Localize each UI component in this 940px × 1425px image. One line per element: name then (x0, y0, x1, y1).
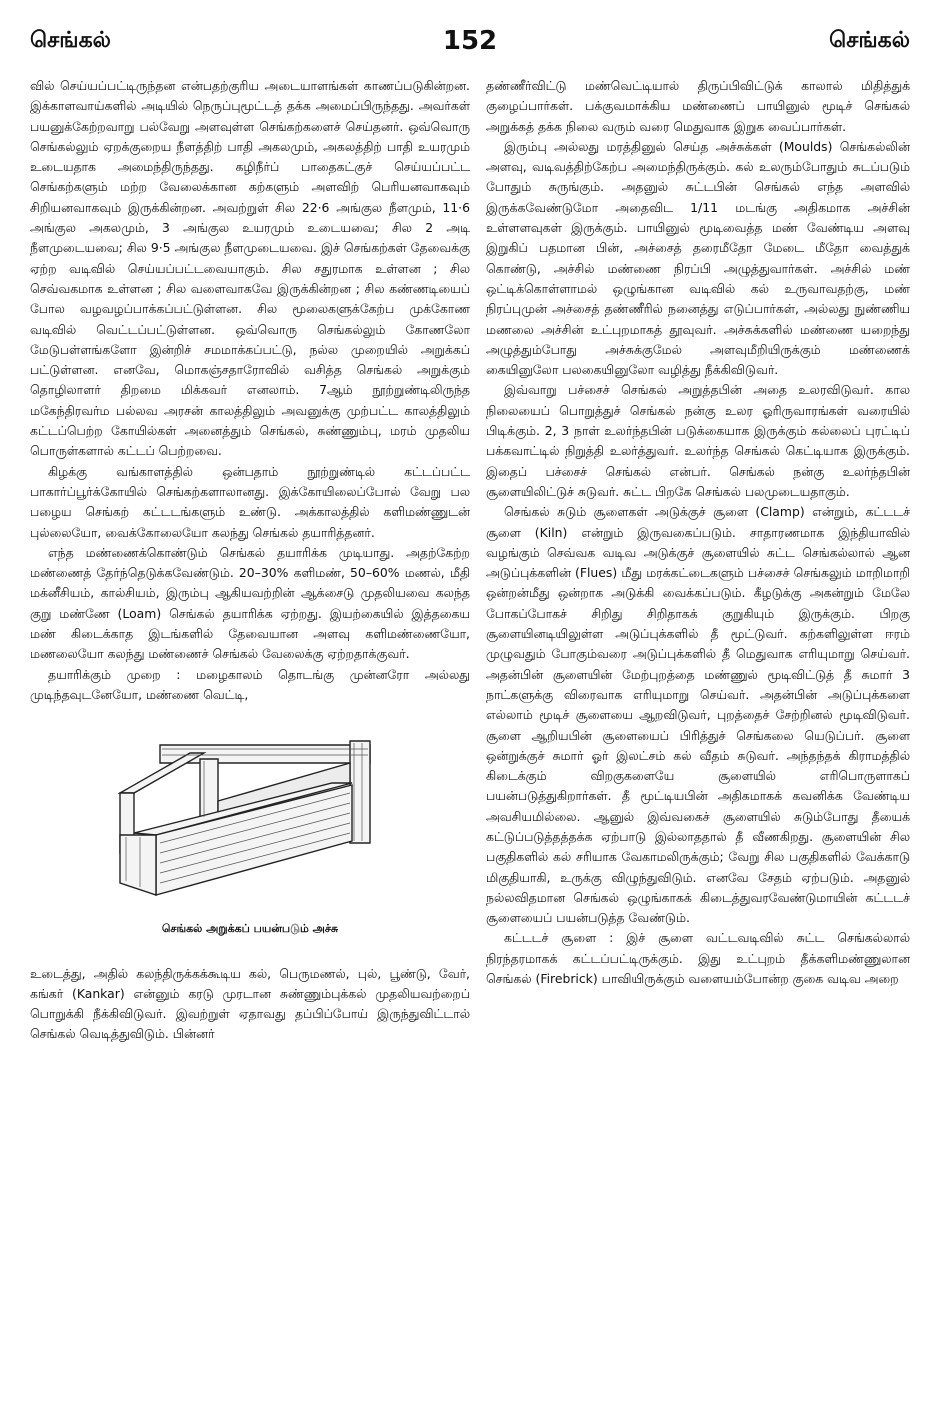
paragraph: தண்ணீர்விட்டு மண்வெட்டியால் திருப்பிவிட்டுக் காலால் மிதித்துக் குழைப்பார்கள். பக்குவமாக்கிய மண்ணைப் பாயினுல் மூடிச் செங்கல் அறுக்கத் தக்க நிலை வரும் வரை மெதுவாக இறுக வைப்பார்கள். (486, 78, 910, 134)
page-header (30, 28, 910, 64)
page-number: 152 (442, 26, 498, 56)
paragraph: தயாரிக்கும் முறை : மழைகாலம் தொடங்கு முன்னரோ அல்லது முடிந்தவுடனேயோ, மண்ணை வெட்டி, (30, 666, 470, 702)
figure-caption: செங்கல் அறுக்கப் பயன்படும் அச்சு (161, 922, 339, 936)
left-column (30, 76, 470, 1045)
running-head-right: செங்கல் (829, 28, 910, 53)
paragraph: வில் செய்யப்பட்டிருந்தன என்பதற்குரிய அடையாளங்கள் காணப்படுகின்றன. இக்காளவாய்களில் அடியில் நெருப்புமூட்டத் தக்க அமைப்பிருந்தது. அவர்கள் பயனுக்கேற்றவாறு பல்வேறு அளவுள்ள செங்கற்களைச் செய்தனர். ஒவ்வொரு செங்கல்லும் ஏறக்குறைய நீளத்திற் பாதி அகலமும், அகலத்திற் பாதி உயரமும் உடையதாக அமைந்திருந்தது. கழிநீர்ப் பாதைகட்குச் செய்யப்பட்ட செங்கற்களும் மற்ற வேலைக்கான கற்களும் அளவிற் பெரியனவாகவும் சிறியனவாகவும் இருக்கின்றன. அவற்றுள் சில 22·6 அங்குல நீளமும், 11·6 அங்குல அகலமும், 3 அங்குல உயரமும் உடையவை; சில 2 அடி நீளமுடையவை; சில 9·5 அங்குல நீளமுடையவை. இச் செங்கற்கள் தேவைக்கு ஏற்ற வடிவில் செய்யப்பட்டவையாகும். சில சதுரமாக உள்ளன ; சில செவ்வகமாக உள்ளன ; சில வளைவாகவே இருக்கின்றன ; சில கண்ணடியைப் போல வழவழப்பாக்கப்பட்டுள்ளன. சில மூலைகளுக்கேற்ப முக்கோண வடிவில் வெட்டப்பட்டுள்ளன. ஒவ்வொரு செங்கல்லும் கோணலோ மேடுபள்ளங்களோ இன்றிச் சமமாக்கப்பட்டு, நல்ல முறையில் அறுக்கப் பட்டுள்ளன. எனவே, மொகஞ்சதாரோவில் வசித்த செங்கல் அறுக்கும் தொழிலாளர் திறமை மிக்கவர் எனலாம். 7ஆம் நூற்றுண்டிலிருந்த மகேந்திரவர்ம பல்லவ அரசன் காலத்திலும் அவனுக்கு முற்பட்ட காலத்திலும் கட்டப்பெற்ற கோயில்கள் அனைத்தும் செங்கல், சுண்ணும்பு, மரம் முதலிய பொருள்களால் கட்டப் பெற்றவை. (30, 78, 470, 459)
paragraph: உடைத்து, அதில் கலந்திருக்கக்கூடிய கல், பெருமணல், புல், பூண்டு, வேர், கங்கர் (Kankar) என்னும் கரடு முரடான சுண்ணும்புக்கல் முதலியவற்றைப் பொறுக்கி நீக்கிவிடுவர். இவற்றுள் ஏதாவது தப்பிப்போய் இருந்துவிட்டால் செங்கல் வெடித்துவிடும். பின்னர் (30, 965, 470, 1042)
paragraph: கிழக்கு வங்காளத்தில் ஒன்பதாம் நூற்றுண்டில் கட்டப்பட்ட பாகார்ப்பூர்க்கோயில் செங்கற்களாலானது. இக்கோயிலைப்போல் வேறு பல பழைய செங்கற் கட்டடங்களும் உண்டு. அக்காலத்தில் களிமண்ணுடன் புல்லையோ, வைக்கோலையோ கலந்து செங்கல் தயாரித்தனர். (30, 463, 470, 540)
running-head-left: செங்கல் (30, 28, 111, 53)
paragraph: செங்கல் சுடும் சூளைகள் அடுக்குச் சூளை (Clamp) என்றும், கட்டடச் சூளை (Kiln) என்றும் இருவகைப்படும். சாதாரணமாக இந்தியாவில் வழங்கும் செவ்வக வடிவ அடுக்குச் சூளையில் சுட்ட செங்கல்லால் ஆன அடுப்புக்களின் (Flues) மீது மரக்கட்டைகளும் பச்சைச் செங்கலும் மாறிமாறி ஒன்றன்மீது ஒன்றாக அடுக்கி வைக்கப்படும். கீழடுக்கு அகன்றும் மேலே போகப்போகச் சிறிது சிறிதாகக் குறுகியும் இருக்கும். பிறகு சூளையினடியிலுள்ள அடுப்புக்களில் தீ மூட்டுவர். கற்களிலுள்ள ஈரம் முழுவதும் போகும்வரை அடுப்புக்களில் தீ மெதுவாக எரியுமாறு செய்வர். அதன்பின் சூளையின் மேற்புறத்தை மண்ணுல் மூடிவிட்டுத் தீ சுமார் 3 நாட்களுக்கு விரைவாக எரியுமாறு செய்வர். அதன்பின் அடுப்புக்களை எல்லாம் மூடிச் சூளையை ஆறவிடுவர், புறத்தைச் சேற்றினல் மூடிவிடுவர். சூளை ஆறியபின் சூளையைப் பிரித்துச் செங்கலை யெடுப்பர். சூளை ஒன்றுக்குச் சுமார் ஓர் இலட்சம் கல் வீதம் சுடுவர். அந்தந்தக் கிராமத்தில் கிடைக்கும் விறகுகளையே சூளையில் எரிபொருளாகப் பயன்படுத்துகிறார்கள். தீ மூட்டியபின் அதிகமாகக் கவனிக்க வேண்டிய அவசியமில்லை. ஆனுல் இவ்வகைச் சூளையில் சுடும்போது தீயைக் கட்டுப்படுத்தத்தக்க ஏற்பாடு இல்லாததால் தீ வீணகிறது. சூளையின் சில பகுதிகளில் கல் சரியாக வேகாமலிருக்கும்; வேறு சில பகுதிகளில் வேக்காடு மிகுதியாகி, உருக்கு விழுந்துவிடும். எனவே சேதம் ஏற்படும். அதனுல் நல்லவிதமான செங்கல் ஒழுங்காகக் கிடைத்துவரவேண்டுமாயின் கட்டடச் சூளையைப் பயன்படுத்த வேண்டும். (486, 504, 910, 926)
paragraph: இவ்வாறு பச்சைச் செங்கல் அறுத்தபின் அதை உலரவிடுவர். கால நிலையைப் பொறுத்துச் செங்கல் நன்கு உலர ஓரிருவாரங்கள் வரையில் பிடிக்கும். 2, 3 நாள் உலர்ந்தபின் படுக்கையாக இருக்கும் கல்லைப் புரட்டிப் பக்கவாட்டில் நிறுத்தி உலர்த்துவர். உலர்ந்த செங்கல் கெட்டியாக இருக்கும். இதைப் பச்சைச் செங்கல் என்பர். செங்கல் நன்கு உலர்ந்தபின் சூளையிலிட்டுச் சுடுவர். சுட்ட பிறகே செங்கல் பலமுடையதாகும். (486, 382, 910, 499)
right-column (486, 76, 910, 989)
paragraph: கட்டடச் சூளை : இச் சூளை வட்டவடிவில் சுட்ட செங்கல்லால் நிரந்தரமாகக் கட்டப்பட்டிருக்கும். இது உட்புறம் தீக்களிமண்ணுலான செங்கல் (Firebrick) பாவியிருக்கும் வளையம்போன்ற குகை வடிவ அறை (486, 930, 910, 987)
paragraph: இரும்பு அல்லது மரத்தினுல் செய்த அச்சுக்கள் (Moulds) செங்கல்லின் அளவு, வடிவத்திற்கேற்ப அமைந்திருக்கும். கல் உலரும்போதும் சுடப்படும் போதும் சுருங்கும். அதனுல் சுட்டபின் செங்கல் எந்த அளவில் இருக்கவேண்டுமோ அதைவிட 1/11 மடங்கு அதிகமாக அச்சின் உள்ளளவுகள் இருக்கும். பாயினுல் மூடிவைத்த மண் வேண்டிய அளவு இறுகிப் பதமான பின், அச்சைத் தரைமீதோ மேடை மீதோ வைத்துக் கொண்டு, அச்சில் மண்ணை நிரப்பி அழுத்துவார்கள். அச்சில் மண் ஒட்டிக்கொள்ளாமல் ஒழுங்கான வடிவில் கல் உருவாவதற்கு, மண் நிரப்புமுன் அச்சைத் தண்ணீரில் நனைத்து எடுப்பார்கள், அல்லது நுண்ணிய மணலை அச்சின் உட்புறமாகத் தூவுவர். அச்சுக்களில் மண்ணை யறைந்து அழுத்தும்போது அச்சுக்குமேல் அளவுமீறியிருக்கும் மண்ணைக் கையினுலோ பலகையினுலோ வழித்து நீக்கிவிடுவர். (486, 138, 910, 378)
paragraph: எந்த மண்ணைக்கொண்டும் செங்கல் தயாரிக்க முடியாது. அதற்கேற்ற மண்ணைத் தேர்ந்தெடுக்கவேண்டும். 20–30% களிமண், 50–60% மணல், மீதி மக்னீசியம், கால்சியம், இரும்பு ஆகியவற்றின் ஆக்சைடு முதலியவை கலந்த குறு மண்ணே (Loam) செங்கல் தயாரிக்க ஏற்றது. இயற்கையில் இத்தகைய மண் கிடைக்காத இடங்களில் தேவையான அளவு களிமண்ணையோ, மணலையோ கலந்து மண்ணைச் செங்கல் வேலைக்கு ஏற்றதாக்குவர். (30, 544, 470, 662)
brick-mould-illustration (100, 723, 400, 913)
brick-mould-figure (100, 723, 400, 939)
